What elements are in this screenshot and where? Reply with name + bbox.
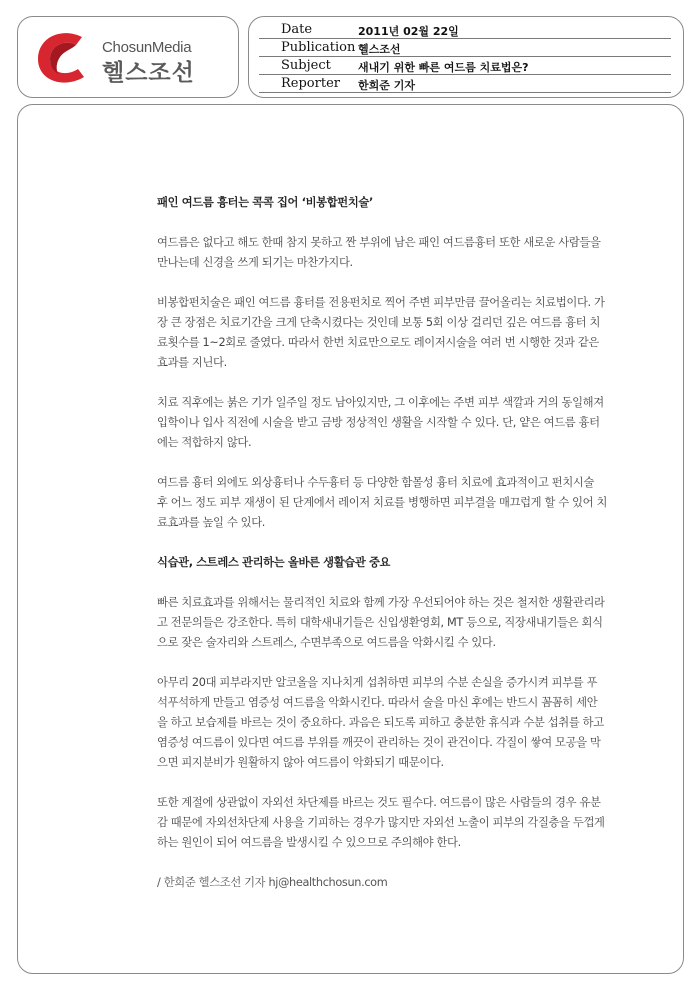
meta-value: 새내기 위한 빠른 여드름 치료법은?: [358, 61, 529, 74]
article-meta-panel: [248, 16, 684, 98]
logo-panel: [17, 16, 239, 98]
meta-key: Date: [281, 22, 313, 37]
meta-value: 한희준 기자: [358, 79, 415, 92]
paragraph: 비봉합펀치술은 패인 여드름 흉터를 전용펀치로 찍어 주변 피부만큼 끌어올리는 치료법이다. 가장 큰 장점은 치료기간을 크게 단축시켰다는 것인데 보통 5회 이상 걸리던 깊은 여드름 흉터 치료횟수를 1~2회로 줄였다. 따라서 한번 치료만으로도 레이저시술을 여러 번 시행한 것과 같은 효과를 지닌다.: [157, 296, 605, 369]
chosun-media-logo-icon: [32, 25, 96, 89]
meta-key: Publication: [281, 40, 356, 55]
meta-row-publication: [259, 39, 671, 57]
section-heading: 식습관, 스트레스 관리하는 올바른 생활습관 중요: [157, 556, 391, 569]
paragraph: 또한 계절에 상관없이 자외선 차단제를 바르는 것도 필수다. 여드름이 많은 사람들의 경우 유분감 때문에 자외선차단제 사용을 기피하는 경우가 많지만 자외선 노출이 피부의 각질층을 두껍게 하는 원인이 되어 여드름을 발생시킬 수 있으므로 주의해야 한다.: [157, 796, 605, 849]
meta-row-date: [259, 21, 671, 39]
paragraph: 여드름 흉터 외에도 외상흉터나 수두흉터 등 다양한 함몰성 흉터 치료에 효과적이고 펀치시술 후 어느 정도 피부 재생이 된 단계에서 레이저 치료를 병행하면 피부결을 매끄럽게 할 수 있어 치료효과를 높일 수 있다.: [157, 476, 608, 529]
meta-row-reporter: [259, 75, 671, 93]
meta-key: Reporter: [281, 76, 340, 91]
brand-name-english: ChosunMedia: [102, 39, 192, 56]
paragraph: 치료 직후에는 붉은 기가 일주일 정도 남아있지만, 그 이후에는 주변 피부 색깔과 거의 동일해져 입학이나 입사 직전에 시술을 받고 금방 정상적인 생활을 시작할 수 있다. 단, 얕은 여드름 흉터에는 적합하지 않다.: [157, 396, 604, 449]
article-panel: [17, 104, 684, 974]
meta-key: Subject: [281, 58, 331, 73]
meta-row-subject: [259, 57, 671, 75]
paragraph: 빠른 치료효과를 위해서는 물리적인 치료와 함께 가장 우선되어야 하는 것은 철저한 생활관리라고 전문의들은 강조한다. 특히 대학새내기들은 신입생환영회, MT 등으로, 직장새내기들은 회식으로 잦은 술자리와 스트레스, 수면부족으로 여드름을 악화시킬 수 있다.: [157, 596, 605, 649]
section-heading: 패인 여드름 흉터는 콕콕 집어 ‘비봉합펀치술’: [157, 196, 373, 209]
meta-value: 2011년 02월 22일: [358, 25, 459, 38]
byline: / 한희준 헬스조선 기자 hj@healthchosun.com: [157, 876, 388, 889]
article-body: [157, 193, 607, 893]
paragraph: 아무리 20대 피부라지만 알코올을 지나치게 섭취하면 피부의 수분 손실을 증가시켜 피부를 푸석푸석하게 만들고 염증성 여드름을 악화시킨다. 따라서 술을 마신 후에는 반드시 꼼꼼히 세안을 하고 보습제를 바르는 것이 중요하다. 과음은 되도록 피하고 충분한 휴식과 수분 섭취를 하고 염증성 여드름이 있다면 여드름 부위를 깨끗이 관리하는 것이 관건이다. 각질이 쌓여 모공을 막으면 피지분비가 원활하지 않아 여드름이 악화되기 때문이다.: [157, 676, 604, 769]
paragraph: 여드름은 없다고 해도 한때 참지 못하고 짠 부위에 남은 패인 여드름흉터 또한 새로운 사람들을 만나는데 신경을 쓰게 되기는 마찬가지다.: [157, 236, 601, 269]
meta-value: 헬스조선: [358, 43, 401, 56]
brand-name-korean: 헬스조선: [102, 60, 195, 86]
